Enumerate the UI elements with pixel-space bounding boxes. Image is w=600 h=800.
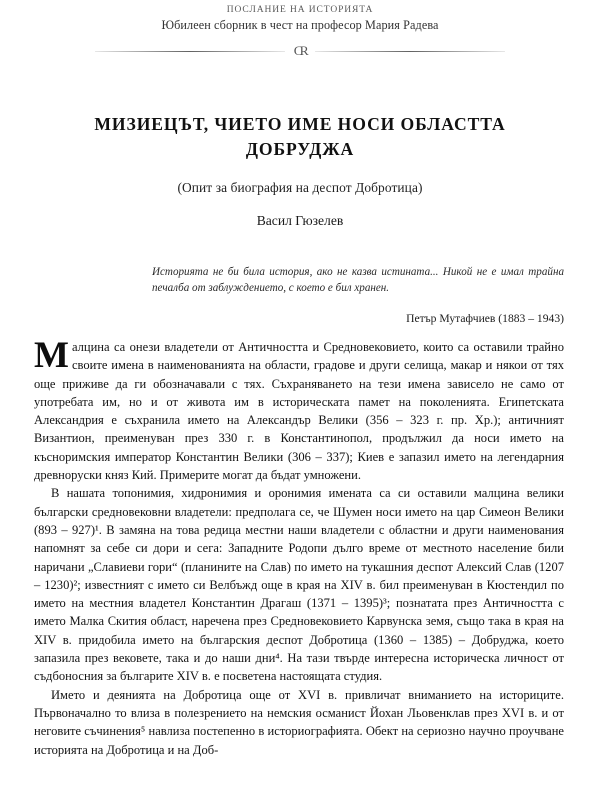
page-title: МИЗИЕЦЪТ, ЧИЕТО ИМЕ НОСИ ОБЛАСТТА ДОБРУДЖА bbox=[94, 114, 506, 159]
paragraph-2: В нашата топонимия, хидронимия и оронимия имената са си оставили малцина велики български средновековни владетели: предполага се, че Шумен носи името на цар Симеон Велики (893 – 927)¹. В замяна на това редица местни наши владетели с областни и други наименования напомнят за себе си дори и сега: Западните Родопи дълго време от местното население били наричани „Славиеви гори“ (планините на Слав) по името на тукашния деспот Алексий Слав (1207 – 1230)²; известният с името си Велбъжд още в края на XIV в. бил преименуван в Кюстендил по името на местния владетел Константин Драгаш (1371 – 1395)³; познатата през Античността с името Малка Скития област, наречена през Средновековието Карвунска земя, също така в края на XIV в. придобила името на българския деспот Добротица (1360 – 1385) – Добруджа, което запазила през вековете, така и до наши дни⁴. На тази твърде интересна историческа личност от съдбоносния за българите XIV в. е посветена настоящата студия. bbox=[34, 486, 564, 684]
title-block bbox=[0, 112, 600, 229]
running-head-volume-title: Юбилеен сборник в чест на професор Мария Радева bbox=[161, 18, 439, 32]
ornament-glyph-icon: CR bbox=[294, 43, 306, 58]
paragraph-3: Името и деянията на Добротица още от XVI в. привличат вниманието на историците. Първоначално то влиза в полезрението на немския османист Йохан Льовенклав през XVI в. и от неговите съчинения⁵ навлиза постепенно в историографията. Обект на сериозно научно проучване историята на Добротица и на Доб- bbox=[34, 687, 564, 757]
ornament-rule-left bbox=[95, 51, 285, 52]
epigraph-attribution: Петър Мутафчиев (1883 – 1943) bbox=[406, 312, 564, 325]
header-ornament bbox=[95, 43, 505, 59]
ornament-rule-right bbox=[315, 51, 505, 52]
paragraph-1: Малцина са онези владетели от Античността и Средновековието, които са оставили трайно своите имена в наименованията на области, градове и други селища, макар и някои от тях още приживе да ги обозначавали с тях. Съхраняването на тези имена зависело не само от употребата им, но и от живота им в историческата памет на поколенията. Египетската Александрия е съхранила името на Александър Велики (356 – 323 г. пр. Хр.); античният Византион, преименуван през 330 г. в Константинопол, продължил да носи името на късноримския император Константин Велики (306 – 337); Киев е запазил името на легендарния древноруски княз Кий. Примерите могат да бъдат умножени. bbox=[34, 335, 564, 483]
epigraph-quote: Историята не би била история, ако не казва истината... Никой не е имал трайна печалба от заблуждението, с което е бил хранен. bbox=[152, 266, 564, 294]
running-head-series-title: ПОСЛАНИЕ НА ИСТОРИЯТА bbox=[226, 5, 374, 15]
body-text bbox=[34, 335, 564, 759]
author-name: Васил Гюзелев bbox=[256, 213, 344, 228]
page-subtitle: (Опит за биография на деспот Добротица) bbox=[177, 180, 423, 195]
running-head bbox=[0, 0, 600, 59]
